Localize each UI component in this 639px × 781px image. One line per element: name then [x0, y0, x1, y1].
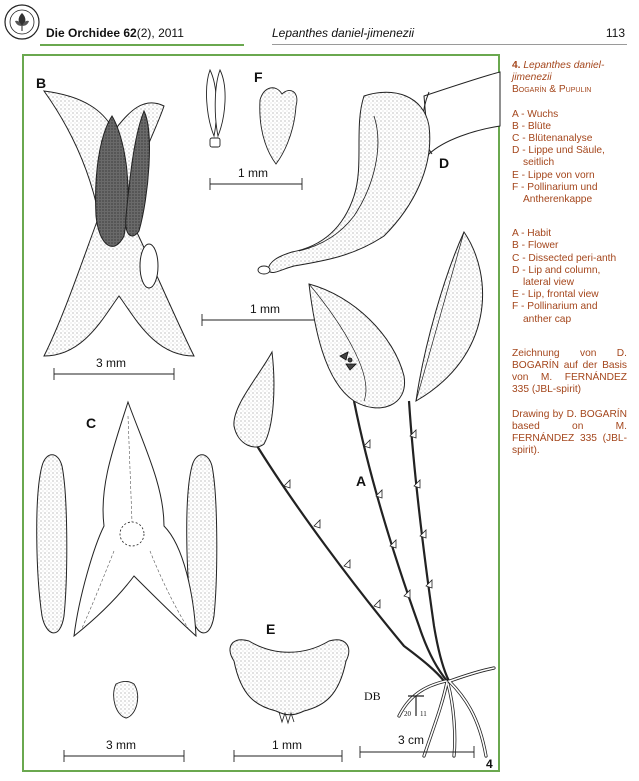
legend-german	[512, 109, 627, 207]
legend-de-item: E - Lippe von vorn	[512, 169, 595, 181]
botanical-drawing	[24, 56, 502, 774]
species-name: Lepanthes daniel-jimenezii	[512, 60, 605, 84]
monogram-year-left: 20	[404, 710, 411, 718]
figure-caption	[512, 60, 627, 457]
panel-f-pollinarium	[207, 69, 302, 190]
journal-issue-year: (2), 2011	[136, 26, 184, 40]
scale-bar-d-label: 1 mm	[250, 302, 280, 316]
plate-number: 4	[486, 757, 493, 771]
legend-en-item: A - Habit	[512, 228, 552, 240]
page-header	[0, 0, 639, 50]
panel-label-c: C	[86, 415, 97, 431]
legend-de-item: C - Blütenanalyse	[512, 133, 593, 145]
journal-citation	[46, 26, 184, 40]
panel-label-a: A	[356, 473, 367, 489]
legend-de-item: D - Lippe und Säule, seitlich	[512, 145, 605, 169]
monogram-year-right: 11	[420, 710, 427, 718]
header-rule-green	[40, 44, 244, 46]
scale-bar-b-label: 3 mm	[96, 356, 126, 370]
scale-bar-f-label: 1 mm	[238, 166, 268, 180]
legend-de-item: B - Blüte	[512, 120, 552, 132]
monogram	[404, 696, 427, 718]
page-number: 113	[605, 26, 625, 40]
illustration-plate	[22, 54, 500, 772]
header-rule-gray	[272, 44, 627, 45]
legend-de-item: A - Wuchs	[512, 108, 559, 120]
legend-en-item: E - Lip, frontal view	[512, 289, 599, 301]
legend-de-item: F - Pollinarium und Antherenkappe	[512, 181, 598, 206]
scale-bar-e-label: 1 mm	[272, 738, 302, 752]
panel-label-f: F	[254, 69, 263, 85]
panel-label-e: E	[266, 621, 276, 637]
caption-heading	[512, 60, 627, 97]
running-title: Lepanthes daniel-jimenezii	[272, 26, 415, 40]
legend-en-item: F - Pollinarium and anther cap	[512, 301, 598, 325]
credit-english: Drawing by D. BOGARÍN based on M. FERNÁNDEZ 335 (JBL-spirit).	[512, 408, 627, 457]
artist-initials: DB	[364, 689, 381, 703]
society-seal-logo	[4, 4, 40, 40]
panel-c-perianth	[37, 402, 217, 762]
legend-en-item: B - Flower	[512, 240, 559, 252]
panel-label-d: D	[439, 155, 450, 171]
panel-label-b: B	[36, 75, 47, 91]
legend-english	[512, 228, 627, 326]
journal-volume: 62	[123, 26, 137, 40]
legend-en-item: C - Dissected peri-anth	[512, 252, 617, 264]
figure-number: 4.	[512, 60, 521, 71]
legend-en-item: D - Lip and column, lateral view	[512, 264, 601, 289]
species-authors: Bogarín & Pupulin	[512, 84, 592, 96]
panel-b-flower	[36, 75, 194, 380]
scale-bar-c-label: 3 mm	[106, 738, 136, 752]
panel-e-lip-frontal	[230, 621, 349, 762]
credit-german: Zeichnung von D. BOGARÍN auf der Basis von M. FERNÁNDEZ 335 (JBL-spirit)	[512, 347, 627, 396]
scale-bar-a-label: 3 cm	[398, 733, 425, 747]
journal-name: Die Orchidee	[46, 26, 121, 40]
